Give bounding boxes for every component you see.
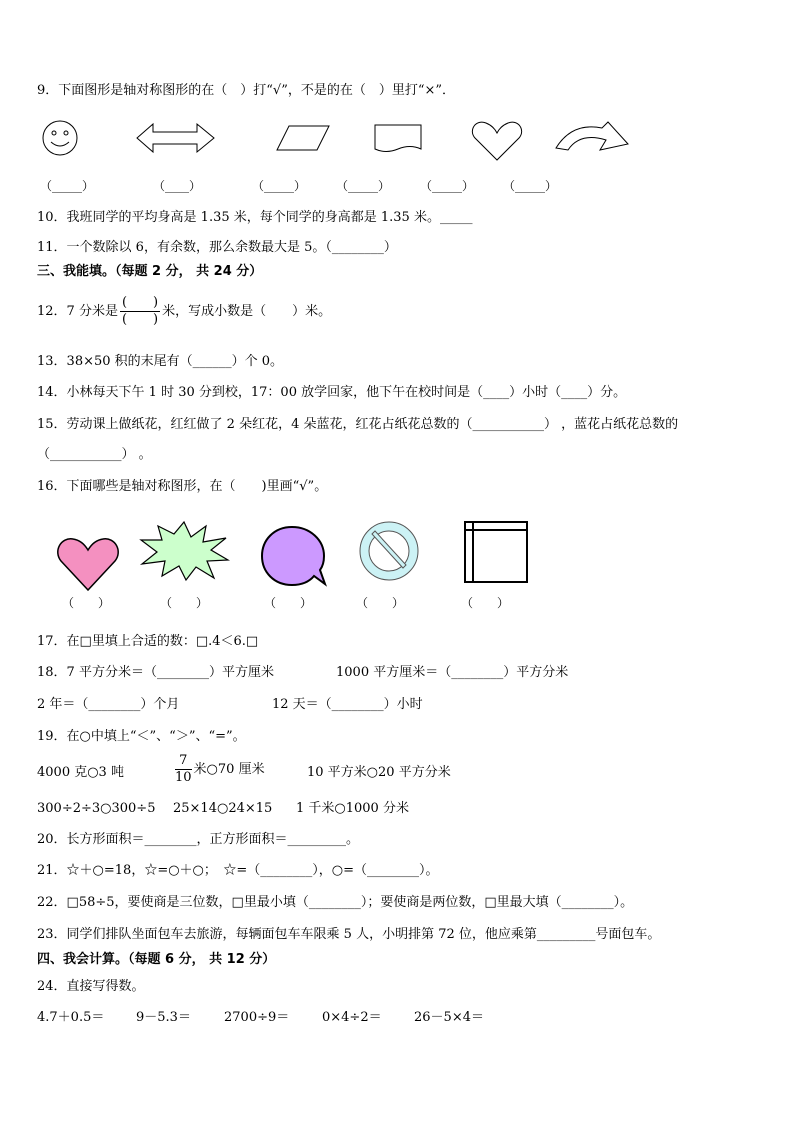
q24-item-2: 9－5.3＝ [136,1010,191,1025]
smiley-icon [40,120,82,156]
question-18d: 12 天＝（________）小时 [272,697,423,712]
q19-row1-b-text: 米○70 厘米 [193,762,265,777]
question-22: 22．□58÷5，要使商是三位数，□里最小填（________）；要使商是两位数，□里最大填（________）。 [37,895,634,910]
q19-fraction [175,753,192,786]
q9-blank-1[interactable]: （_____） [40,179,95,193]
q12-prefix: 12．7 分米是 [37,304,118,319]
question-15-line-2: （___________） 。 [37,447,152,462]
q16-blank-1[interactable]: （ ） [62,596,111,610]
q16-blank-4[interactable]: （ ） [356,596,405,610]
question-11: 11．一个数除以 6，有余数，那么余数最大是 5。（________） [37,240,397,255]
q9-blank-5[interactable]: （_____） [420,179,475,193]
question-10: 10．我班同学的平均身高是 1.35 米，每个同学的身高都是 1.35 米。_____ [37,210,473,225]
q19-fraction-den: 10 [175,770,192,785]
section-4-heading: 四、我会计算。（每题 6 分， 共 12 分） [37,952,276,967]
q19-row2-b: 25×14○24×15 [173,801,273,816]
flag-icon [372,122,424,154]
q9-blank-3[interactable]: （_____） [252,179,307,193]
question-16: 16．下面哪些是轴对称图形，在（ )里画“√”。 [37,479,328,494]
q24-item-4: 0×4÷2＝ [322,1010,382,1025]
curved-arrow-icon [552,120,632,156]
q16-blank-3[interactable]: （ ） [264,596,313,610]
q12-fraction[interactable] [120,295,160,328]
question-23: 23．同学们排队坐面包车去旅游，每辆面包车车限乘 5 人，小明排第 72 位，他应乘第_________号面包车。 [37,927,661,942]
q9-blank-2[interactable]: （____） [153,179,202,193]
double-arrow-icon [135,120,217,156]
pink-heart-icon [55,535,121,593]
q12-suffix: 米，写成小数是（ ）米。 [162,304,332,319]
q9-blank-6[interactable]: （_____） [503,179,558,193]
framed-square-icon [463,520,531,584]
q19-row2-a: 300÷2÷3○300÷5 [37,801,156,816]
q19-row1-a: 4000 克○3 吨 [37,765,124,780]
q19-row1-b [173,753,265,786]
q12-numerator[interactable]: ( ) [121,295,159,310]
question-18b: 1000 平方厘米＝（________）平方分米 [336,665,569,680]
question-18c: 2 年＝（________）个月 [37,697,180,712]
q16-blank-5[interactable]: （ ） [461,596,510,610]
parallelogram-icon [275,124,331,152]
speech-bubble-icon [259,524,329,590]
question-24: 24．直接写得数。 [37,979,145,994]
starburst-icon [138,520,230,582]
q19-row1-c: 10 平方米○20 平方分米 [307,765,451,780]
section-3-heading: 三、我能填。（每题 2 分， 共 24 分） [37,264,263,279]
q12-denominator[interactable]: ( ) [121,312,159,327]
q9-blank-4[interactable]: （_____） [336,179,391,193]
question-14: 14．小林每天下午 1 时 30 分到校，17：00 放学回家，他下午在校时间是（____）小时（____）分。 [37,385,627,400]
q19-row2-c: 1 千米○1000 分米 [296,801,409,816]
q19-fraction-num: 7 [175,753,192,770]
question-20: 20．长方形面积＝________，正方形面积＝_________。 [37,832,360,847]
question-18a: 18．7 平方分米＝（________）平方厘米 [37,665,274,680]
q24-item-5: 26－5×4＝ [414,1010,484,1025]
q16-blank-2[interactable]: （ ） [160,596,209,610]
q24-item-1: 4.7＋0.5＝ [37,1010,105,1025]
question-19: 19．在○中填上“＜”、“＞”、“=”。 [37,729,246,744]
question-12 [37,295,331,328]
question-17: 17．在□里填上合适的数：□.4＜6.□ [37,634,259,649]
question-15-line-1: 15．劳动课上做纸花，红红做了 2 朵红花，4 朵蓝花，红花占纸花总数的（___________） ，蓝花占纸花总数的 [37,417,679,432]
question-13: 13．38×50 积的末尾有（______）个 0。 [37,354,284,369]
question-21: 21．☆＋○=18，☆=○＋○； ☆=（________），○=（________）。 [37,863,439,878]
question-9: 9．下面图形是轴对称图形的在（ ）打“√”，不是的在（ ）里打“×”． [37,83,456,98]
no-sign-icon [356,520,422,582]
heart-outline-icon [470,120,524,162]
q24-item-3: 2700÷9＝ [224,1010,290,1025]
